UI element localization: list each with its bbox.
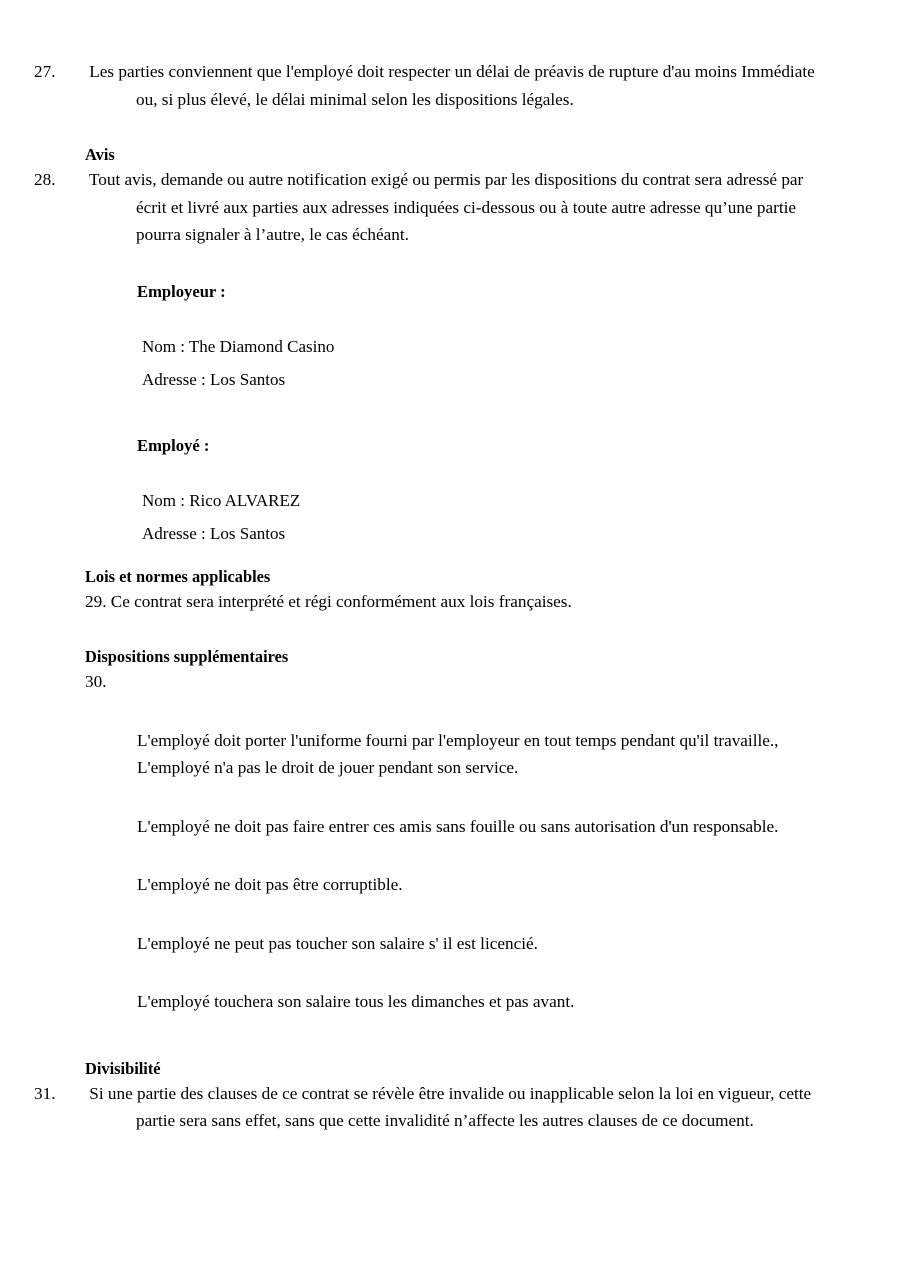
document-content xyxy=(34,58,825,1135)
provision-item: L'employé doit porter l'uniforme fourni par l'employeur en tout temps pendant qu'il travaille., L'employé n'a pas le droit de jouer pendant son service. xyxy=(137,730,779,777)
employee-address: Adresse : Los Santos xyxy=(142,523,286,543)
clause-29-text: Ce contrat sera interprété et régi conformément aux lois françaises. xyxy=(110,591,572,611)
clause-27: 27. Les parties conviennent que l'employé doit respecter un délai de préavis de rupture d'au moins Immédiate ou, si plus élevé, le délai minimal selon les dispositions légales. xyxy=(34,62,815,109)
provision-item: L'employé ne peut pas toucher son salaire s' il est licencié. xyxy=(137,933,538,953)
employer-title: Employeur : xyxy=(137,281,226,301)
employer-address: Adresse : Los Santos xyxy=(142,369,286,389)
clause-29-number: 29. xyxy=(85,591,107,611)
spacer xyxy=(85,1016,825,1058)
spacer xyxy=(85,392,825,434)
spacer xyxy=(85,696,825,727)
spacer xyxy=(85,840,825,871)
employer-name: Nom : The Diamond Casino xyxy=(142,336,335,356)
spacer xyxy=(85,249,825,280)
heading-divisibilite: Divisibilité xyxy=(85,1058,161,1078)
employee-title: Employé : xyxy=(137,435,210,455)
clause-31: 31. Si une partie des clauses de ce contrat se révèle être invalide ou inapplicable selon la loi en vigueur, cette partie sera sans effet, sans que cette invalidité n’affecte les autres clauses de ce document. xyxy=(34,1083,812,1130)
clause-27-text: Les parties conviennent que l'employé doit respecter un délai de préavis de rupture d'au moins Immédiate ou, si plus élevé, le délai minimal selon les dispositions légales. xyxy=(89,62,815,109)
provision-item: L'employé ne doit pas faire entrer ces amis sans fouille ou sans autorisation d'un responsable. xyxy=(137,816,779,836)
clause-29 xyxy=(85,588,825,616)
heading-dispositions-supplementaires: Dispositions supplémentaires xyxy=(85,647,289,666)
spacer xyxy=(85,957,825,988)
provision-item: L'employé touchera son salaire tous les dimanches et pas avant. xyxy=(137,992,575,1011)
clause-31-text: Si une partie des clauses de ce contrat se révèle être invalide ou inapplicable selon la loi en vigueur, cette partie sera sans effet, sans que cette invalidité n’affecte les autres clauses de ce document. xyxy=(89,1083,812,1130)
clause-28-text: Tout avis, demande ou autre notification exigé ou permis par les dispositions du contrat sera adressé par écrit et livré aux parties aux adresses indiquées ci-dessous ou à toute autre adresse qu’une partie pourra signaler à l’autre, le cas échéant. xyxy=(89,170,804,244)
spacer xyxy=(85,615,825,646)
spacer xyxy=(85,782,825,813)
clause-28: 28. Tout avis, demande ou autre notification exigé ou permis par les dispositions du contrat sera adressé par écrit et livré aux parties aux adresses indiquées ci-dessous ou à toute autre adresse qu’une partie pourra signaler à l’autre, le cas échéant. xyxy=(34,170,804,244)
spacer xyxy=(85,304,825,335)
heading-lois-et-normes-applicables: Lois et normes applicables xyxy=(85,566,271,586)
spacer xyxy=(85,513,825,522)
spacer xyxy=(85,458,825,489)
spacer xyxy=(85,113,825,144)
heading-avis: Avis xyxy=(85,145,115,164)
spacer xyxy=(85,546,825,566)
spacer xyxy=(85,899,825,930)
provision-item: L'employé ne doit pas être corruptible. xyxy=(137,875,403,894)
spacer xyxy=(85,359,825,368)
employee-name: Nom : Rico ALVAREZ xyxy=(142,490,301,510)
clause-30-number: 30. xyxy=(85,672,107,691)
